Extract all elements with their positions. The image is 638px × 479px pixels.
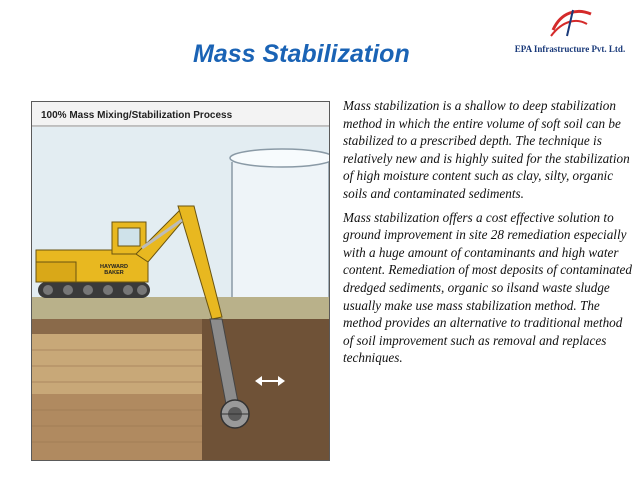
epa-swoosh-icon (547, 6, 595, 42)
slide-title: Mass Stabilization (193, 40, 410, 68)
body-paragraph-2: Mass stabilization offers a cost effective solution to ground improvement in site 28 remediation especially with a huge amount of contaminants and high water content. Remediation of most deposits of contaminated dredged sediments, organic so ilsand waste sludge usually make use mass stabilization method. The method provides an alternative to traditional method of soil improvement such as removal and replaces techniques. (343, 209, 632, 366)
figure-caption: 100% Mass Mixing/Stabilization Process (41, 110, 233, 121)
double-arrow-icon (255, 375, 285, 387)
excavator-brand-label: HAYWARD BAKER (100, 264, 128, 276)
body-text (343, 97, 633, 373)
body-paragraph-1: Mass stabilization is a shallow to deep stabilization method in which the entire volume of soft soil can be stabilized to a prescribed depth. The technique is relatively new and is highly suited for the stabilization of high moisture content such as clay, silty, organic soils and contaminated sediments. (343, 98, 630, 201)
stabilization-diagram (32, 102, 329, 460)
stabilization-figure (31, 101, 330, 461)
company-logo (509, 6, 631, 58)
company-name: EPA Infrastructure Pvt. Ltd. (514, 44, 626, 54)
